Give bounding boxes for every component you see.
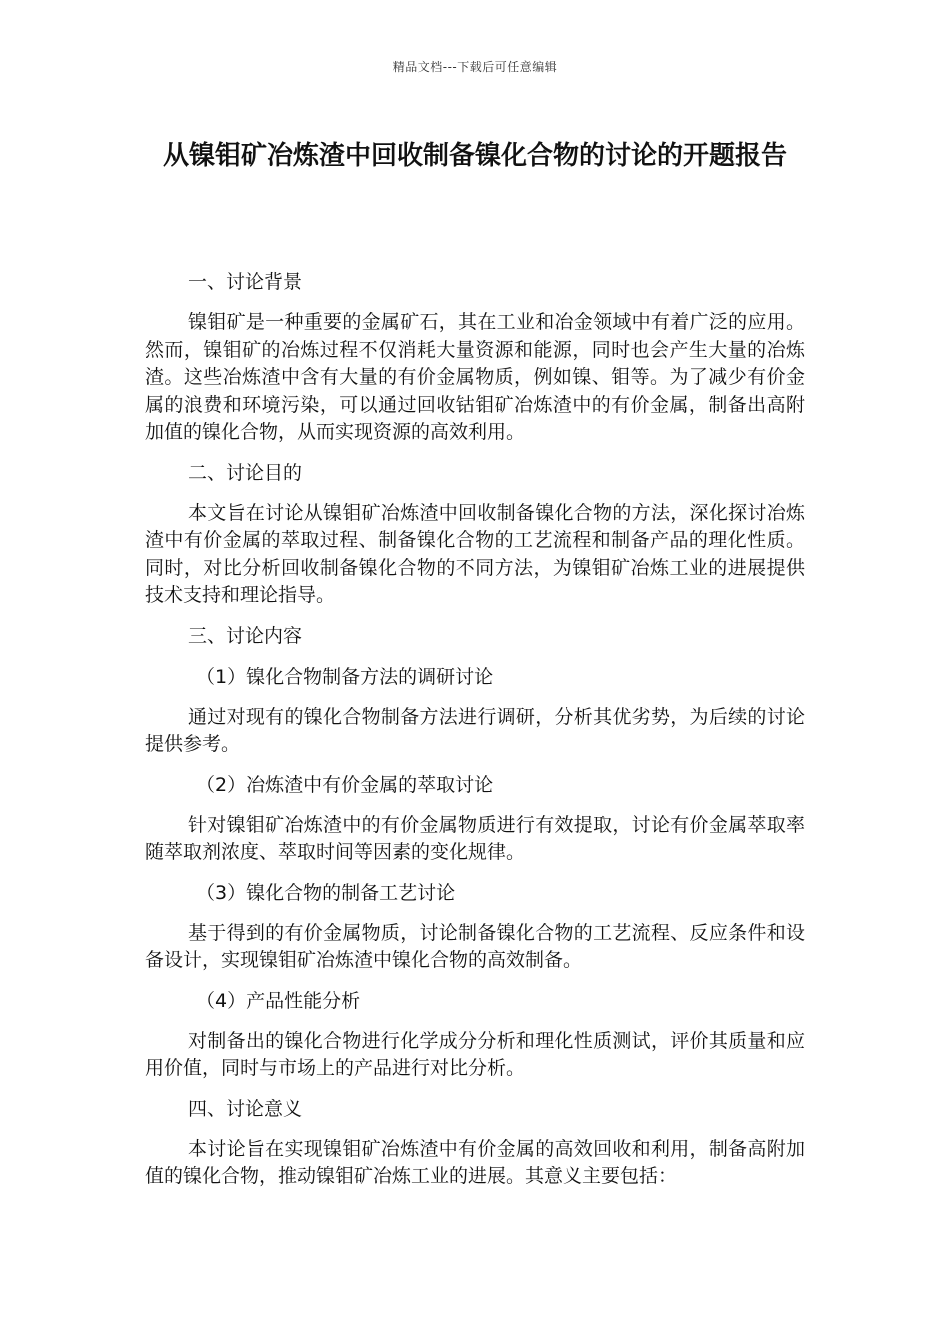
section-paragraph-purpose: 本文旨在讨论从镍钼矿冶炼渣中回收制备镍化合物的方法，深化探讨冶炼渣中有价金属的萃取过程、制备镍化合物的工艺流程和制备产品的理化性质。同时，对比分析回收制备镍化合物的不同方法，为镍钼矿冶炼工业的进展提供技术支持和理论指导。 xyxy=(145,501,805,606)
section-paragraph-background: 镍钼矿是一种重要的金属矿石，其在工业和冶金领域中有着广泛的应用。然而，镍钼矿的冶炼过程不仅消耗大量资源和能源，同时也会产生大量的冶炼渣。这些冶炼渣中含有大量的有价金属物质，例如镍、钼等。为了减少有价金属的浪费和环境污染，可以通过回收钴钼矿冶炼渣中的有价金属，制备出高附加值的镍化合物，从而实现资源的高效利用。 xyxy=(145,311,805,443)
subsection-heading-4: （4）产品性能分析 xyxy=(196,989,361,1012)
section-paragraph-significance: 本讨论旨在实现镍钼矿冶炼渣中有价金属的高效回收和利用，制备高附加值的镍化合物，推动镍钼矿冶炼工业的进展。其意义主要包括： xyxy=(145,1137,805,1187)
subsection-heading-3: （3）镍化合物的制备工艺讨论 xyxy=(196,881,456,904)
page-header-note: 精品文档---下载后可任意编辑 xyxy=(392,60,558,74)
section-heading-significance: 四、讨论意义 xyxy=(188,1097,303,1120)
subsection-paragraph-1: 通过对现有的镍化合物制备方法进行调研，分析其优劣势，为后续的讨论提供参考。 xyxy=(145,705,805,755)
section-heading-purpose: 二、讨论目的 xyxy=(188,461,303,484)
subsection-paragraph-2: 针对镍钼矿冶炼渣中的有价金属物质进行有效提取，讨论有价金属萃取率随萃取剂浓度、萃取时间等因素的变化规律。 xyxy=(145,813,805,863)
subsection-heading-2: （2）冶炼渣中有价金属的萃取讨论 xyxy=(196,773,494,796)
document-title: 从镍钼矿冶炼渣中回收制备镍化合物的讨论的开题报告 xyxy=(162,141,787,171)
section-heading-content: 三、讨论内容 xyxy=(188,624,303,647)
section-heading-background: 一、讨论背景 xyxy=(188,271,303,293)
document-body xyxy=(145,268,805,1203)
subsection-heading-1: （1）镍化合物制备方法的调研讨论 xyxy=(196,665,494,688)
subsection-paragraph-3: 基于得到的有价金属物质，讨论制备镍化合物的工艺流程、反应条件和设备设计，实现镍钼矿冶炼渣中镍化合物的高效制备。 xyxy=(145,921,805,971)
subsection-paragraph-4: 对制备出的镍化合物进行化学成分分析和理化性质测试，评价其质量和应用价值，同时与市场上的产品进行对比分析。 xyxy=(145,1029,805,1079)
